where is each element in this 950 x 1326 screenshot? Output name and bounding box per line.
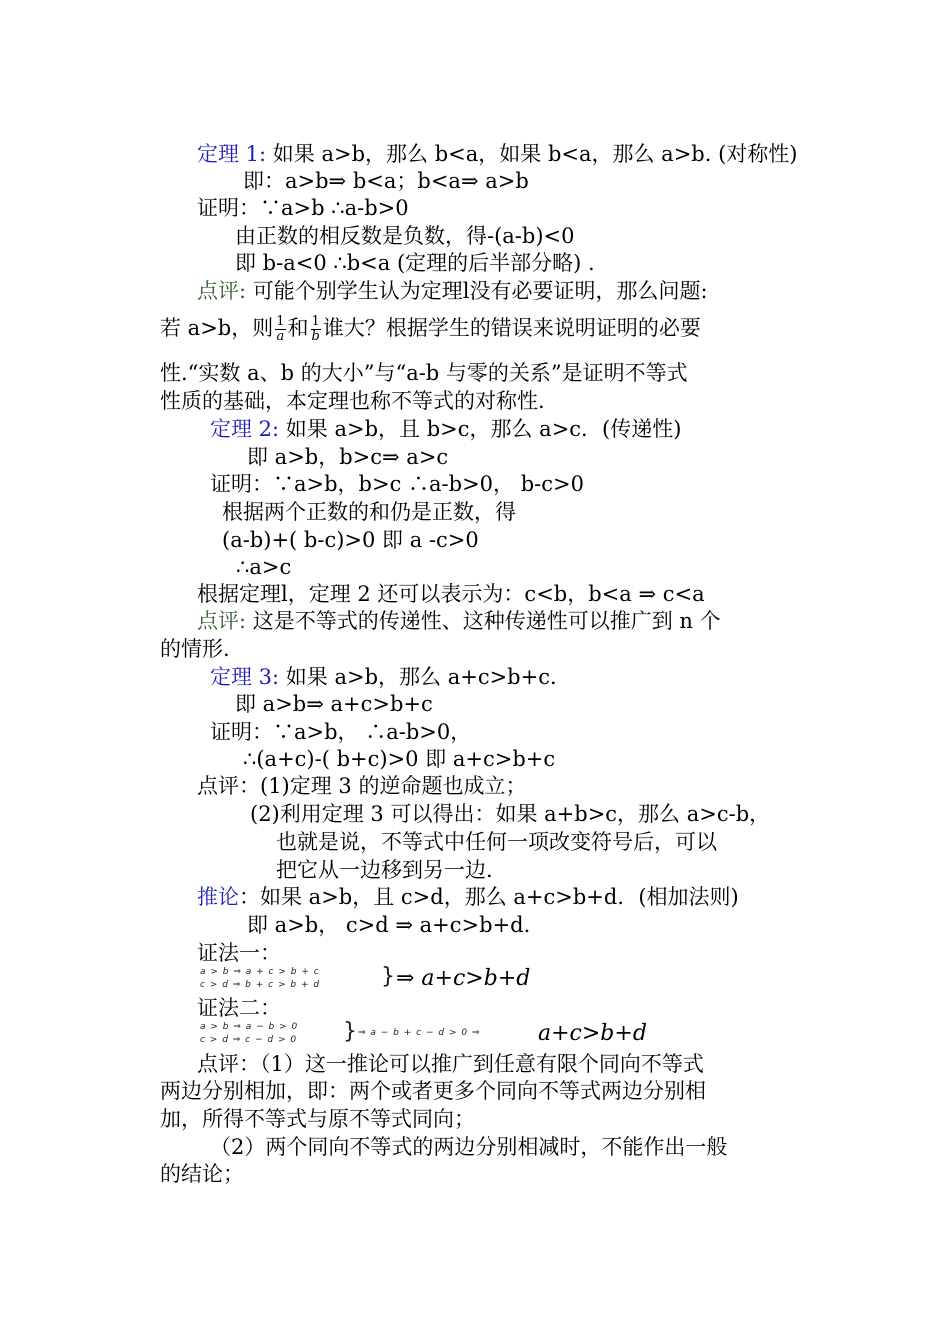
theorem-2-proof-line: ∴a>c bbox=[236, 555, 292, 579]
theorem-2-proof-line: 根据两个正数的和仍是正数，得 bbox=[222, 500, 516, 524]
method-2-result: a+c>b+d bbox=[538, 1021, 647, 1046]
theorem-1-proof-line: 证明：∵a>b ∴a-b>0 bbox=[197, 196, 409, 220]
comment-2-label: 点评: bbox=[197, 609, 247, 633]
theorem-3-symbolic: 即 a>b⇒ a+c>b+c bbox=[235, 692, 433, 716]
comment-3-line: 把它从一边移到另一边. bbox=[276, 858, 493, 882]
comment-1-line: 性.“实数 a、b 的大小”与“a-b 与零的关系”是证明不等式 bbox=[160, 361, 688, 385]
method-1-label: 证法一： bbox=[197, 941, 281, 965]
theorem-3-proof-line: ∴(a+c)-( b+c)>0 即 a+c>b+c bbox=[243, 747, 556, 771]
method-1-row: c > d ⇒ b + c > b + d bbox=[200, 980, 321, 990]
comment-4-line: 的结论； bbox=[160, 1162, 244, 1186]
corollary-label: 推论 bbox=[197, 885, 239, 909]
comment-4-line: 两边分别相加，即：两个或者更多个同向不等式两边分别相 bbox=[160, 1079, 706, 1103]
theorem-1-label: 定理 1: bbox=[197, 142, 267, 166]
theorem-3-proof-line: 证明：∵a>b， ∴a-b>0， bbox=[210, 720, 472, 744]
theorem-3-label: 定理 3: bbox=[210, 665, 280, 689]
comment-1-line: 性质的基础，本定理也称不等式的对称性. bbox=[160, 389, 545, 413]
method-2-label: 证法二： bbox=[197, 996, 281, 1020]
comment-2-line: 点评: 这是不等式的传递性、这种传递性可以推广到 n 个 bbox=[197, 609, 721, 633]
method-2-row: c > d ⇒ c − d > 0 bbox=[200, 1035, 298, 1045]
method-2-row: a > b ⇒ a − b > 0 bbox=[200, 1022, 299, 1032]
theorem-2-symbolic: 即 a>b，b>c⇒ a>c bbox=[247, 445, 449, 469]
comment-1-line: 点评: 可能个别学生认为定理l没有必要证明，那么问题: bbox=[197, 279, 708, 303]
corollary-symbolic: 即 a>b， c>d ⇒ a+c>b+d. bbox=[247, 913, 531, 937]
comment-4-line: 点评：（1）这一推论可以推广到任意有限个同向不等式 bbox=[197, 1052, 704, 1076]
comment-1-label: 点评: bbox=[197, 279, 247, 303]
fraction-1-over-b: $\frac{1}{b}$ bbox=[311, 314, 320, 344]
comment-3-line: 点评：(1)定理 3 的逆命题也成立； bbox=[197, 774, 527, 798]
method-1-row: a > b ⇒ a + c > b + c bbox=[200, 967, 320, 977]
fraction-1-over-a: $\frac{1}{a}$ bbox=[276, 314, 285, 344]
right-brace-icon: } bbox=[381, 964, 395, 989]
theorem-2-label: 定理 2: bbox=[210, 417, 280, 441]
theorem-1-statement: 定理 1: 如果 a>b，那么 b<a，如果 b<a，那么 a>b. (对称性) bbox=[197, 142, 798, 166]
comment-4-line: （2）两个同向不等式的两边分别相减时，不能作出一般 bbox=[210, 1135, 728, 1159]
theorem-2-proof-line: 证明：∵a>b，b>c ∴a-b>0， b-c>0 bbox=[210, 472, 584, 496]
corollary-statement: 推论：如果 a>b，且 c>d，那么 a+c>b+d．(相加法则) bbox=[197, 885, 739, 909]
comment-2-line: 的情形. bbox=[160, 637, 230, 661]
right-brace-icon: } bbox=[343, 1019, 357, 1044]
theorem-1-proof-line: 由正数的相反数是负数，得-(a-b)<0 bbox=[235, 224, 575, 248]
theorem-2-statement: 定理 2: 如果 a>b，且 b>c，那么 a>c．(传递性) bbox=[210, 417, 682, 441]
theorem-2-alternate: 根据定理l，定理 2 还可以表示为：c<b，b<a ⇒ c<a bbox=[197, 582, 705, 606]
theorem-3-statement: 定理 3: 如果 a>b，那么 a+c>b+c． bbox=[210, 665, 571, 689]
method-2-middle: ⇒ a − b + c − d > 0 ⇒ bbox=[358, 1028, 481, 1038]
comment-3-line: (2)利用定理 3 可以得出：如果 a+b>c，那么 a>c-b， bbox=[250, 802, 771, 826]
theorem-1-symbolic: 即：a>b⇒ b<a；b<a⇒ a>b bbox=[243, 169, 529, 193]
comment-3-line: 也就是说，不等式中任何一项改变符号后，可以 bbox=[276, 830, 717, 854]
comment-1-line: 若 a>b，则 $\frac{1}{a}$ 和 $\frac{1}{b}$ 谁大？根据学生的错误来说明证明的必要 bbox=[160, 314, 701, 344]
theorem-2-proof-line: (a-b)+( b-c)>0 即 a -c>0 bbox=[222, 528, 479, 552]
method-1-result: ⇒ a+c>b+d bbox=[396, 966, 531, 991]
comment-4-line: 加，所得不等式与原不等式同向； bbox=[160, 1107, 475, 1131]
theorem-1-proof-line: 即 b-a<0 ∴b<a (定理的后半部分略) . bbox=[235, 251, 595, 275]
